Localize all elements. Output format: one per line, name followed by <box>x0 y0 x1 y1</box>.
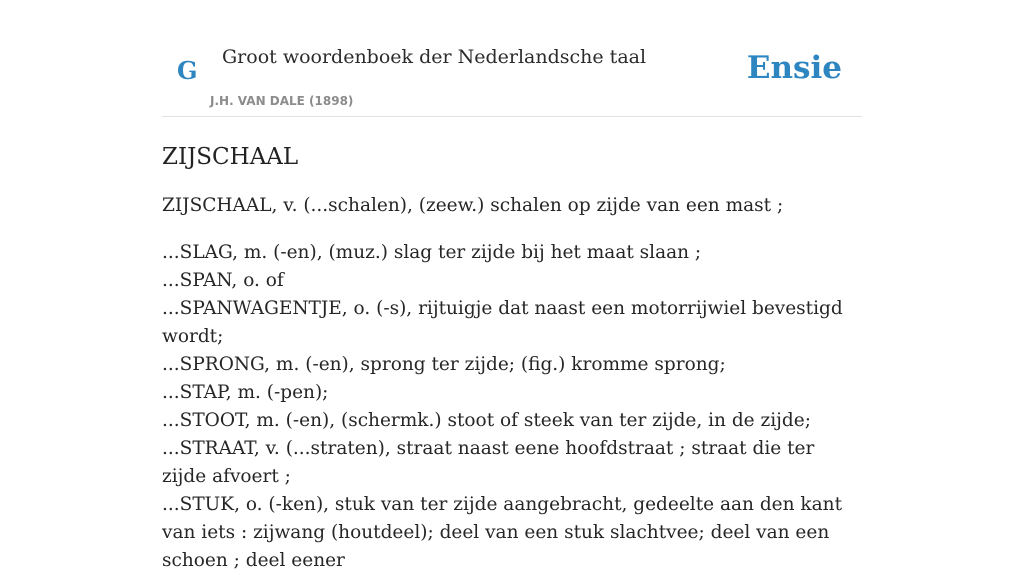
ensie-logo[interactable]: Ensie <box>746 50 842 86</box>
entry-list <box>162 239 862 575</box>
list-item: ...STRAAT, v. (...straten), straat naast eene hoofdstraat ; straat die ter zijde afvoert ; <box>162 438 815 487</box>
list-item: ...STOOT, m. (-en), (schermk.) stoot of steek van ter zijde, in de zijde; <box>162 410 811 431</box>
list-item: ...STUK, o. (-ken), stuk van ter zijde aangebracht, gedeelte aan den kant van iets : zijwang (houtdeel); deel van een stuk slachtvee; deel van een schoen ; deel eener <box>162 494 843 571</box>
list-item: ...SPRONG, m. (-en), sprong ter zijde; (fig.) kromme sprong; <box>162 354 726 375</box>
book-logo-icon[interactable]: G <box>177 56 198 85</box>
list-item: ...SPAN, o. of <box>162 270 284 291</box>
article <box>162 143 862 575</box>
book-author: J.H. VAN DALE (1898) <box>210 94 354 108</box>
list-item: ...SPANWAGENTJE, o. (-s), rijtuigje dat naast een motorrijwiel bevestigd wordt; <box>162 298 843 347</box>
list-item: ...SLAG, m. (-en), (muz.) slag ter zijde bij het maat slaan ; <box>162 242 702 263</box>
list-item: ...STAP, m. (-pen); <box>162 382 329 403</box>
book-title-link[interactable]: Groot woordenboek der Nederlandsche taal <box>222 46 647 68</box>
lead-definition: ZIJSCHAAL, v. (...schalen), (zeew.) schalen op zijde van een mast ; <box>162 195 784 216</box>
page-title: ZIJSCHAAL <box>162 144 299 170</box>
page <box>162 0 862 575</box>
site-header <box>162 0 862 117</box>
